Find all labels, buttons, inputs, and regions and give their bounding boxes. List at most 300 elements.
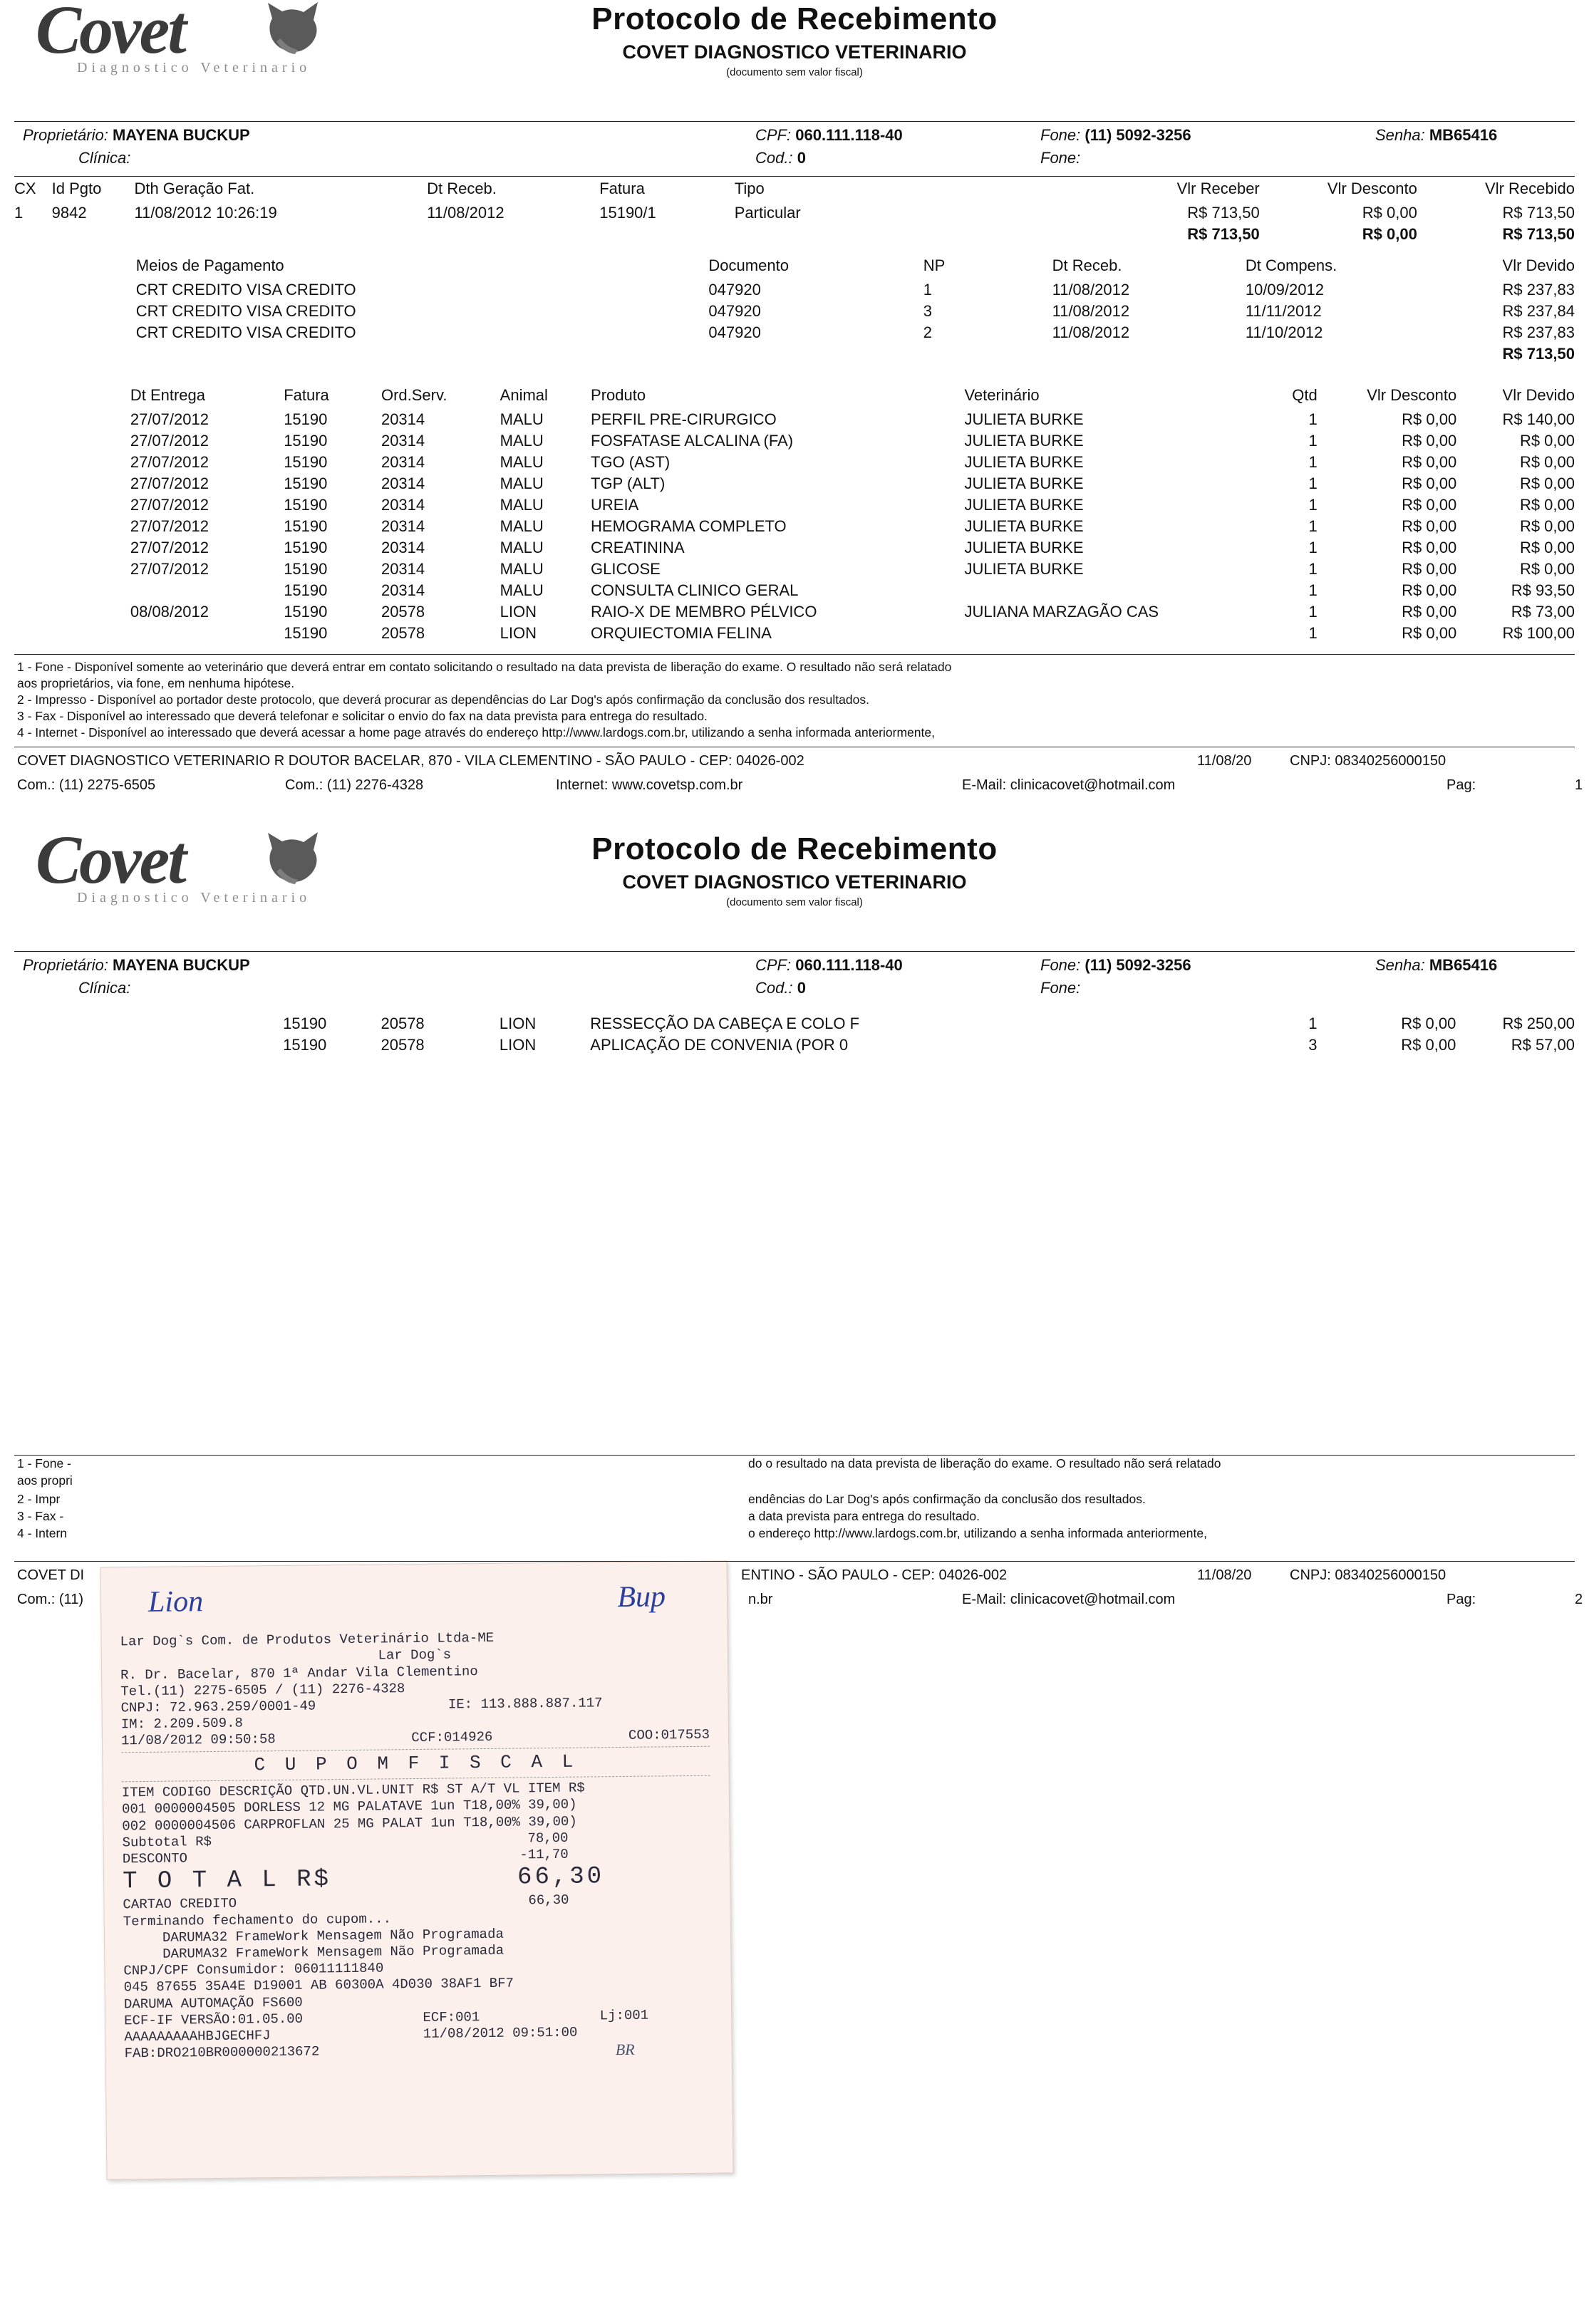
note-line-1: 1 - Fone - Disponível somente ao veterinário que deverá entrar em contato solicitando o resultado na data prevista de liberação do exame. O resultado não será relatado [17,660,952,674]
cell-qtd: 1 [1308,539,1318,556]
col-vlr-receber: Vlr Receber [1176,180,1260,197]
receipt-pay-value: 66,30 [528,1892,569,1909]
cpf-field [755,956,903,975]
note2-line-4: 3 - Fax - [17,1509,64,1524]
spacer-col [14,383,130,409]
cell-produto: FOSFATASE ALCALINA (FA) [591,432,794,450]
col-animal: Animal [500,386,548,404]
receipt-ccf: CCF:014926 [411,1729,493,1746]
table-row [14,601,1575,623]
owner-band [14,122,1575,176]
table-row [14,559,1575,580]
cell-animal: MALU [500,517,544,535]
receipt-company: Lar Dog`s Com. de Produtos Veterinário Ltda-ME [120,1630,495,1651]
table-row [14,1013,1575,1034]
logo-tagline: Diagnostico Veterinario [77,60,311,76]
page-note: (documento sem valor fiscal) [726,66,863,78]
receipt-line-1: 001 0000004505 DORLESS 12 MG PALATAVE 1un T18,00% 39,00) [121,1797,577,1818]
footer-com1: Com.: (11) 2275-6505 [17,777,156,794]
col-item-fatura: Fatura [284,386,329,404]
cell-devido: R$ 0,00 [1519,517,1575,535]
receipt-automacao: DARUMA AUTOMAÇÃO FS600 [123,1994,303,2013]
logo-wordmark: Covet [36,0,185,68]
note2-tail-3: a data prevista para entrega do resultado. [748,1509,980,1524]
col-dt-entrega: Dt Entrega [130,386,205,404]
footer2-cnpj: CNPJ: 08340256000150 [1290,1567,1446,1584]
cell-animal: MALU [500,560,544,578]
cell-veterinario [964,580,1241,601]
col-item-devido: Vlr Devido [1502,386,1575,404]
footer2-pag-label: Pag: [1446,1592,1476,1608]
table-row [14,202,1575,224]
cell-entrega: 27/07/2012 [130,453,209,471]
note2-line-1: 1 - Fone - [17,1456,71,1471]
cell-desconto: R$ 0,00 [1402,453,1457,471]
receipt-subtotal-value: 78,00 [527,1830,569,1847]
logo-wordmark: Covet [36,821,185,898]
cell-veterinario: JULIETA BURKE [964,539,1084,556]
items-table [14,383,1575,644]
col-dt-compens: Dt Compens. [1245,256,1337,274]
col-vlr-devido: Vlr Devido [1502,256,1575,274]
cell-fatura: 15190 [284,496,328,514]
cell-qtd: 3 [1308,1036,1318,1054]
cell-produto: CONSULTA CLINICO GERAL [591,581,799,599]
cpf-label: CPF: [755,126,792,144]
cell-desconto: R$ 0,00 [1402,539,1457,556]
cell-veterinario [966,1034,1241,1056]
cell-entrega [131,1013,283,1034]
owner-label: Proprietário: [23,126,108,144]
cash-table-header-row [14,177,1575,202]
receipt-phones: Tel.(11) 2275-6505 / (11) 2276-4328 [120,1681,405,1700]
receipt-desconto-label: DESCONTO [122,1850,188,1867]
cell-np: 3 [923,302,933,320]
cell-qtd: 1 [1308,453,1318,471]
cell-ordserv: 20314 [381,581,425,599]
cell-devido: R$ 0,00 [1519,453,1575,471]
col-veterinario: Veterinário [964,386,1040,404]
notes-block [14,654,1575,747]
cash-table [14,177,1575,245]
receipt-line-2: 002 0000004506 CARPROFLAN 25 MG PALAT 1un T18,00% 39,00) [122,1813,577,1835]
cell-entrega: 08/08/2012 [130,603,209,621]
cell-documento: 047920 [708,302,761,320]
footer2-company: COVET DI [17,1567,85,1584]
cell-animal: MALU [500,453,544,471]
cell-entrega: 27/07/2012 [130,410,209,428]
owner-name-field [23,126,250,145]
col-meios: Meios de Pagamento [135,256,284,274]
document-header-2 [14,821,1575,951]
cell-fatura: 15190 [284,432,328,450]
cell-desconto: R$ 0,00 [1402,432,1457,450]
cell-documento: 047920 [708,323,761,341]
cell-devido: R$ 0,00 [1519,474,1575,492]
col-tipo: Tipo [734,180,765,197]
cell-animal: LION [500,603,537,621]
footer-email: E-Mail: clinicacovet@hotmail.com [962,777,1176,794]
cell-animal: MALU [500,539,544,556]
page-title: Protocolo de Recebimento [591,831,998,867]
receipt-desconto-value: -11,70 [519,1847,569,1863]
total-desconto: R$ 0,00 [1362,225,1417,243]
footer2-pag-value: 2 [1575,1592,1583,1608]
cell-entrega: 27/07/2012 [130,539,209,556]
receipt-consumidor: CNPJ/CPF Consumidor: 06011111840 [123,1961,384,1979]
cell-pay-dt-receb: 11/08/2012 [1052,323,1130,341]
cell-desconto: R$ 0,00 [1402,410,1457,428]
cell-animal: MALU [500,432,544,450]
cell-ordserv: 20314 [381,410,425,428]
receipt-lj: Lj:001 [599,2007,649,2024]
table-row [14,322,1575,343]
receipt-address: R. Dr. Bacelar, 870 1ª Andar Vila Clementino [120,1664,478,1684]
cell-meio: CRT CREDITO VISA CREDITO [135,281,356,299]
phone2-label: Fone: [1040,149,1081,167]
col-id-pgto: Id Pgto [51,180,102,197]
cell-fatura: 15190 [284,410,328,428]
cpf-value: 060.111.118-40 [795,956,903,975]
phone-label: Fone: [1040,956,1081,975]
cell-desconto: R$ 0,00 [1402,581,1457,599]
page-footer-2 [14,1562,1583,1616]
note-line-5: 4 - Internet - Disponível ao interessado que deverá acessar a home page através do endereço http://www.lardogs.com.br, utilizando a senha informada anteriormente, [17,725,935,740]
note2-line-2: aos propri [17,1473,73,1488]
phone-value: (11) 5092-3256 [1085,126,1191,144]
cell-veterinario: JULIETA BURKE [964,453,1084,471]
col-dth: Dth Geração Fat. [134,180,255,197]
logo-tagline: Diagnostico Veterinario [77,890,311,906]
table-row [14,623,1575,644]
cell-devido: R$ 140,00 [1502,410,1575,428]
payments-total: R$ 713,50 [1502,345,1575,363]
cell-qtd: 1 [1308,1015,1318,1033]
cell-desconto: R$ 0,00 [1402,624,1457,642]
receipt-hash-1: 045 87655 35A4E D19001 AB 60300A 4D030 38AF1 BF7 [123,1976,514,1996]
col-fatura: Fatura [599,180,645,197]
cod-label: Cod.: [755,979,793,997]
cell-entrega: 27/07/2012 [130,517,209,535]
clinic-label: Clínica: [78,979,131,997]
cell-veterinario [964,623,1241,644]
cell-devido: R$ 100,00 [1502,624,1575,642]
cell-qtd: 1 [1308,496,1318,514]
cell-qtd: 1 [1308,410,1318,428]
cell-documento: 047920 [708,281,761,299]
cell-meio: CRT CREDITO VISA CREDITO [135,302,356,320]
cell-fatura: 15190 [284,517,328,535]
cell-devido: R$ 93,50 [1511,581,1575,599]
col-documento: Documento [708,256,789,274]
cell-desconto: R$ 0,00 [1362,204,1417,222]
receipt-datetime-2: 11/08/2012 09:51:00 [423,2024,578,2043]
cell-fatura: 15190 [284,560,328,578]
cell-fatura: 15190 [283,1036,327,1054]
cell-desconto: R$ 0,00 [1401,1015,1456,1033]
receipt-signature: BR [615,2040,635,2059]
note2-line-5: 4 - Intern [17,1526,68,1541]
cpf-label: CPF: [755,956,792,975]
owner-name-field [23,956,250,975]
cell-dth: 11/08/2012 10:26:19 [134,204,277,222]
handwriting-right: Bup [617,1580,666,1614]
receipt-total-label: T O T A L R$ [122,1866,332,1896]
cell-fatura: 15190 [284,581,328,599]
footer2-date: 11/08/20 [1197,1567,1252,1584]
receipt-hash-2: AAAAAAAAAHBJGECHFJ [124,2028,271,2045]
footer-date: 11/08/20 [1197,753,1252,769]
cell-cx: 1 [14,204,24,222]
payments-header-row [14,249,1575,279]
cell-tipo: Particular [734,204,801,222]
handwriting-left: Lion [147,1585,204,1619]
cell-np: 1 [923,281,933,299]
cell-devido: R$ 0,00 [1519,432,1575,450]
cell-ordserv: 20314 [381,560,425,578]
cell-veterinario: JULIETA BURKE [964,410,1084,428]
receipt-total-value: 66,30 [517,1863,605,1892]
receipt-datetime: 11/08/2012 09:50:58 [120,1731,276,1750]
cell-ordserv: 20578 [381,624,425,642]
cod-label: Cod.: [755,149,793,167]
page-note: (documento sem valor fiscal) [726,896,863,909]
owner-value: MAYENA BUCKUP [112,126,250,144]
cell-produto: GLICOSE [591,560,661,578]
col-vlr-desconto: Vlr Desconto [1327,180,1417,197]
cell-devido: R$ 237,83 [1502,323,1575,341]
receipt-subtotal-label: Subtotal R$ [122,1834,212,1851]
col-qtd: Qtd [1292,386,1318,404]
payments-total-row [14,343,1575,365]
cell-receber: R$ 713,50 [1187,204,1260,222]
phone-value: (11) 5092-3256 [1085,956,1191,975]
document-header [14,0,1575,121]
cell-entrega: 27/07/2012 [130,496,209,514]
cell-animal: LION [499,1015,537,1033]
cell-fatura: 15190/1 [599,204,656,222]
password-value: MB65416 [1429,956,1498,975]
cpf-value: 060.111.118-40 [795,126,903,144]
fiscal-receipt-photo [103,1564,730,2062]
cell-ordserv: 20578 [381,603,425,621]
payments-table [14,249,1575,365]
cell-produto: RAIO-X DE MEMBRO PÉLVICO [591,603,817,621]
cell-devido: R$ 0,00 [1519,496,1575,514]
password-value: MB65416 [1429,126,1498,144]
cell-ordserv: 20314 [381,539,425,556]
footer-cnpj: CNPJ: 08340256000150 [1290,753,1446,769]
cell-veterinario: JULIANA MARZAGÃO CAS [964,603,1159,621]
cell-produto: ORQUIECTOMIA FELINA [591,624,772,642]
col-dt-receb: Dt Receb. [427,180,497,197]
receipt-ie: IE: 113.888.887.117 [447,1695,603,1713]
cash-total-row [14,224,1575,245]
cell-dt-receb: 11/08/2012 [427,204,504,222]
receipt-closing: Terminando fechamento do cupom... [123,1911,392,1930]
cell-animal: MALU [500,410,544,428]
receipt-cupom-title: C U P O M F I S C A L [254,1751,578,1777]
footer-com2: Com.: (11) 2276-4328 [285,777,424,794]
password-field [1375,956,1497,975]
cell-devido: R$ 237,84 [1502,302,1575,320]
cell-fatura: 15190 [284,453,328,471]
page-1 [0,0,1589,802]
cpf-field [755,126,903,145]
receipt-daruma-2: DARUMA32 FrameWork Mensagem Não Programada [162,1943,504,1963]
cell-produto: TGO (AST) [591,453,671,471]
phone-label: Fone: [1040,126,1081,144]
cell-meio: CRT CREDITO VISA CREDITO [135,323,356,341]
cell-entrega [130,623,284,644]
receipt-ecfif: ECF-IF VERSÃO:01.05.00 [124,2011,304,2029]
receipt-coo: COO:017553 [628,1727,710,1744]
footer2-email: E-Mail: clinicacovet@hotmail.com [962,1592,1176,1608]
cell-devido: R$ 0,00 [1519,560,1575,578]
cell-pay-dt-receb: 11/08/2012 [1052,302,1130,320]
cell-desconto: R$ 0,00 [1402,496,1457,514]
cell-ordserv: 20578 [381,1036,425,1054]
footer-pag-label: Pag: [1446,777,1476,794]
cell-animal: MALU [500,581,544,599]
cell-devido: R$ 73,00 [1511,603,1575,621]
table-row [14,494,1575,516]
col-item-desconto: Vlr Desconto [1367,386,1457,404]
cell-devido: R$ 0,00 [1519,539,1575,556]
note2-tail-1: do o resultado na data prevista de liberação do exame. O resultado não será relatado [748,1456,1221,1471]
footer2-com1: Com.: (11) [17,1592,83,1608]
cell-veterinario: JULIETA BURKE [964,517,1084,535]
cod-value: 0 [797,979,806,997]
footer2-internet-tail: n.br [748,1592,773,1608]
cell-animal: LION [500,624,537,642]
footer-pag-value: 1 [1575,777,1583,794]
col-cx: CX [14,180,36,197]
cell-fatura: 15190 [284,474,328,492]
owner-label: Proprietário: [23,956,108,975]
page-title: Protocolo de Recebimento [591,1,998,36]
receipt-fantasy: Lar Dog`s [378,1647,452,1664]
cell-animal: MALU [500,474,544,492]
table-row [14,537,1575,559]
page-subtitle: COVET DIAGNOSTICO VETERINARIO [622,871,967,893]
notes-block-2 [14,1455,1575,1562]
covet-logo-2 [36,821,342,933]
note2-tail-4: o endereço http://www.lardogs.com.br, utilizando a senha informada anteriormente, [748,1526,1207,1541]
cell-dt-compens: 10/09/2012 [1245,281,1324,299]
cell-ordserv: 20314 [381,496,425,514]
cell-desconto: R$ 0,00 [1402,603,1457,621]
cell-produto: UREIA [591,496,639,514]
cell-entrega: 27/07/2012 [130,474,209,492]
cell-fatura: 15190 [283,1015,327,1033]
cell-veterinario: JULIETA BURKE [964,496,1084,514]
receipt-im: IM: 2.209.509.8 [120,1716,243,1733]
cell-produto: HEMOGRAMA COMPLETO [591,517,787,535]
phone-field [1040,956,1191,975]
cell-entrega: 27/07/2012 [130,560,209,578]
table-row [14,1034,1575,1056]
cell-pay-dt-receb: 11/08/2012 [1052,281,1130,299]
cell-desconto: R$ 0,00 [1402,474,1457,492]
cell-ordserv: 20314 [381,517,425,535]
table-row [14,516,1575,537]
cell-desconto: R$ 0,00 [1402,560,1457,578]
cell-qtd: 1 [1308,603,1318,621]
cell-ordserv: 20314 [381,453,425,471]
cell-veterinario: JULIETA BURKE [964,474,1084,492]
items-header-row [14,383,1575,409]
cod-field [755,979,806,997]
cat-logo-icon [262,830,324,886]
receipt-fab: FAB:DRO210BR000000213672 [124,2043,320,2062]
receipt-pay-label: CARTAO CREDITO [123,1896,237,1914]
items-table-page2 [14,1013,1575,1056]
cell-dt-compens: 11/11/2012 [1245,302,1322,320]
password-label: Senha: [1375,126,1425,144]
receipt-daruma-1: DARUMA32 FrameWork Mensagem Não Programada [162,1926,504,1946]
table-row [14,279,1575,301]
password-field [1375,126,1497,145]
cell-id-pgto: 9842 [51,204,87,222]
cell-np: 2 [923,323,933,341]
table-row [14,473,1575,494]
cell-dt-compens: 11/10/2012 [1245,323,1323,341]
cell-qtd: 1 [1308,474,1318,492]
total-receber: R$ 713,50 [1187,225,1260,243]
receipt-col-header: ITEM CODIGO DESCRIÇÃO QTD.UN.VL.UNIT R$ ST A/T VL ITEM R$ [121,1780,585,1801]
owner-band-2 [14,952,1575,1006]
cell-devido: R$ 237,83 [1502,281,1575,299]
note-line-4: 3 - Fax - Disponível ao interessado que deverá telefonar e solicitar o envio do fax na data prevista para entrega do resultado. [17,709,708,724]
cell-entrega [131,1034,283,1056]
cell-produto: PERFIL PRE-CIRURGICO [591,410,777,428]
cell-desconto: R$ 0,00 [1402,517,1457,535]
password-label: Senha: [1375,956,1425,975]
col-produto: Produto [591,386,646,404]
cell-qtd: 1 [1308,560,1318,578]
cat-logo-icon [262,0,324,56]
page-footer [14,747,1583,802]
cell-animal: LION [499,1036,537,1054]
owner-value: MAYENA BUCKUP [112,956,250,975]
cell-ordserv: 20314 [381,474,425,492]
cell-ordserv: 20578 [381,1015,425,1033]
spacer-col [14,249,136,279]
footer2-company-tail: ENTINO - SÃO PAULO - CEP: 04026-002 [741,1567,1008,1584]
page-2 [0,821,1589,2062]
cell-produto: RESSECÇÃO DA CABEÇA E COLO F [590,1015,860,1033]
cell-animal: MALU [500,496,544,514]
note-line-3: 2 - Impresso - Disponível ao portador deste protocolo, que deverá procurar as dependências do Lar Dog's após confirmação da conclusão dos resultados. [17,692,869,707]
cell-entrega [130,580,284,601]
table-row [14,452,1575,473]
clinic-label: Clínica: [78,149,131,167]
covet-logo [36,0,342,103]
cell-veterinario: JULIETA BURKE [964,432,1084,450]
cell-devido: R$ 57,00 [1511,1036,1575,1054]
cell-produto: TGP (ALT) [591,474,666,492]
cod-field [755,149,806,167]
cod-value: 0 [797,149,806,167]
cell-recebido: R$ 713,50 [1502,204,1575,222]
cell-produto: APLICAÇÃO DE CONVENIA (POR 0 [590,1036,849,1054]
cell-fatura: 15190 [284,539,328,556]
cell-fatura: 15190 [284,624,328,642]
cell-veterinario: JULIETA BURKE [964,560,1084,578]
col-ordserv: Ord.Serv. [381,386,447,404]
cell-qtd: 1 [1308,432,1318,450]
